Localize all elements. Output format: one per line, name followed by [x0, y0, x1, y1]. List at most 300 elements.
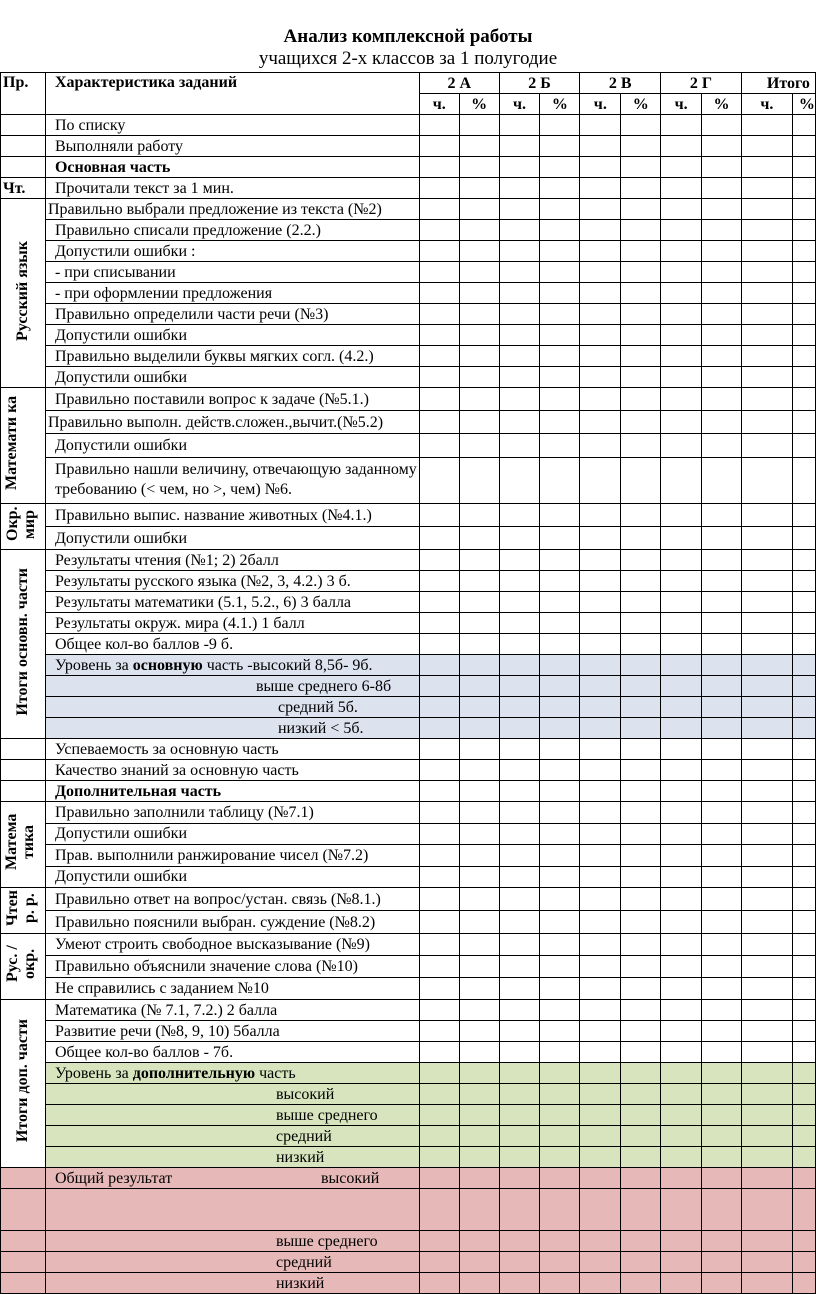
value-cell [499, 760, 540, 781]
value-cell [702, 504, 742, 527]
value-cell [459, 823, 499, 845]
value-cell [661, 956, 702, 978]
value-cell [702, 888, 742, 911]
value-cell [702, 823, 742, 845]
task-row-label: Правильно определили части речи (№3) [45, 304, 419, 325]
value-cell [702, 1126, 742, 1147]
task-row-label: средний 5б. [45, 697, 419, 718]
value-cell [702, 136, 742, 157]
value-cell [499, 1252, 540, 1273]
task-row-label: Правильно пояснили выбран. суждение (№8.2) [45, 911, 419, 934]
task-row-label: Общее кол-во баллов -9 б. [45, 634, 419, 655]
value-cell [741, 1168, 792, 1189]
value-cell [499, 739, 540, 760]
value-cell [621, 550, 661, 571]
value-cell [459, 1126, 499, 1147]
value-cell [792, 346, 815, 367]
value-cell [621, 178, 661, 199]
value-cell [621, 718, 661, 739]
header-class-2a: 2 А [419, 73, 499, 94]
value-cell [741, 434, 792, 457]
value-cell [540, 367, 580, 388]
value-cell [580, 956, 621, 978]
value-cell [459, 592, 499, 613]
value-cell [540, 457, 580, 503]
value-cell [419, 1084, 459, 1105]
value-cell [792, 1063, 815, 1084]
value-cell [702, 1021, 742, 1042]
subject-math-extra: Матема тика [1, 802, 46, 888]
value-cell [702, 1042, 742, 1063]
value-cell [499, 697, 540, 718]
task-row-label: Прав. выполнили ранжирование чисел (№7.2) [45, 845, 419, 867]
value-cell [702, 739, 742, 760]
value-cell [419, 718, 459, 739]
value-cell [741, 199, 792, 220]
value-cell [419, 592, 459, 613]
value-cell [661, 911, 702, 934]
value-cell [661, 367, 702, 388]
task-row-label: Правильно выделили буквы мягких согл. (4.2.) [45, 346, 419, 367]
level-row [1, 1126, 816, 1147]
value-cell [741, 760, 792, 781]
task-row-label: средний [45, 1252, 419, 1273]
value-cell [702, 978, 742, 1000]
value-cell [419, 178, 459, 199]
value-cell [621, 157, 661, 178]
value-cell [702, 199, 742, 220]
value-cell [580, 157, 621, 178]
value-cell [499, 655, 540, 676]
value-cell [540, 178, 580, 199]
value-cell [580, 1063, 621, 1084]
value-cell [741, 934, 792, 956]
value-cell [792, 157, 815, 178]
header-class-2v: 2 В [580, 73, 661, 94]
value-cell [741, 1126, 792, 1147]
page-subtitle: учащихся 2-х классов за 1 полугодие [258, 48, 558, 69]
value-cell [580, 283, 621, 304]
task-row-label: высокий [45, 1084, 419, 1105]
value-cell [702, 157, 742, 178]
value-cell [499, 1000, 540, 1021]
value-cell [741, 1000, 792, 1021]
value-cell [661, 1021, 702, 1042]
value-cell [741, 527, 792, 550]
value-cell [580, 866, 621, 888]
value-cell [419, 504, 459, 527]
value-cell [499, 199, 540, 220]
value-cell [741, 220, 792, 241]
value-cell [459, 1063, 499, 1084]
value-cell [661, 411, 702, 434]
value-cell [661, 283, 702, 304]
value-cell [459, 845, 499, 867]
value-cell [540, 115, 580, 136]
result-row [1, 1273, 816, 1294]
header-count: ч. [499, 94, 540, 115]
value-cell [661, 676, 702, 697]
task-row-label: Допустили ошибки [45, 367, 419, 388]
task-row-label: низкий [45, 1147, 419, 1168]
value-cell [741, 1105, 792, 1126]
value-cell [459, 1252, 499, 1273]
value-cell [792, 115, 815, 136]
value-cell [580, 1105, 621, 1126]
value-cell [419, 823, 459, 845]
value-cell [702, 634, 742, 655]
task-row-label: Правильно ответ на вопрос/устан. связь (№8.1.) [45, 888, 419, 911]
value-cell [580, 262, 621, 283]
task-row-label: Результаты русского языка (№2, 3, 4.2.) 3 б. [45, 571, 419, 592]
value-cell [702, 613, 742, 634]
level-row [1, 655, 816, 676]
value-cell [540, 1105, 580, 1126]
value-cell [792, 1042, 815, 1063]
value-cell [661, 888, 702, 911]
value-cell [661, 346, 702, 367]
value-cell [499, 241, 540, 262]
value-cell [621, 956, 661, 978]
value-cell [792, 550, 815, 571]
value-cell [792, 676, 815, 697]
value-cell [661, 527, 702, 550]
value-cell [459, 655, 499, 676]
value-cell [702, 115, 742, 136]
value-cell [419, 411, 459, 434]
value-cell [540, 527, 580, 550]
value-cell [419, 1000, 459, 1021]
value-cell [580, 241, 621, 262]
value-cell [419, 241, 459, 262]
value-cell [741, 1273, 792, 1294]
value-cell [580, 1147, 621, 1168]
value-cell [419, 136, 459, 157]
value-cell [459, 888, 499, 911]
value-cell [621, 1063, 661, 1084]
value-cell [419, 613, 459, 634]
value-cell [621, 504, 661, 527]
value-cell [580, 676, 621, 697]
value-cell [661, 136, 702, 157]
value-cell [792, 325, 815, 346]
value-cell [741, 718, 792, 739]
value-cell [540, 888, 580, 911]
value-cell [702, 781, 742, 802]
value-cell [419, 1273, 459, 1294]
value-cell [661, 802, 702, 824]
value-cell [702, 434, 742, 457]
value-cell [499, 1147, 540, 1168]
value-cell [661, 823, 702, 845]
value-cell [580, 911, 621, 934]
value-cell [459, 550, 499, 571]
value-cell [792, 199, 815, 220]
value-cell [580, 823, 621, 845]
value-cell [702, 304, 742, 325]
value-cell [419, 346, 459, 367]
value-cell [580, 1084, 621, 1105]
value-cell [702, 802, 742, 824]
value-cell [580, 325, 621, 346]
value-cell [540, 934, 580, 956]
value-cell [499, 325, 540, 346]
section-heading-extra: Дополнительная часть [45, 781, 419, 802]
value-cell [741, 157, 792, 178]
value-cell [741, 136, 792, 157]
value-cell [540, 845, 580, 867]
task-row-label: Правильно нашли величину, отвечающую заданному требованию (< чем, но >, чем) №6. [45, 457, 419, 503]
header-percent: % [702, 94, 742, 115]
value-cell [661, 504, 702, 527]
value-cell [499, 283, 540, 304]
value-cell [741, 739, 792, 760]
task-row-label: Правильно выпис. название животных (№4.1.) [45, 504, 419, 527]
value-cell [792, 823, 815, 845]
value-cell [459, 241, 499, 262]
value-cell [459, 504, 499, 527]
value-cell [661, 434, 702, 457]
value-cell [459, 1231, 499, 1252]
value-cell [459, 781, 499, 802]
value-cell [419, 527, 459, 550]
value-cell [741, 1147, 792, 1168]
value-cell [419, 1189, 459, 1231]
value-cell [792, 781, 815, 802]
level-row [1, 676, 816, 697]
value-cell [621, 1126, 661, 1147]
value-cell [621, 388, 661, 411]
value-cell [419, 550, 459, 571]
value-cell [419, 1231, 459, 1252]
value-cell [459, 956, 499, 978]
value-cell [499, 1021, 540, 1042]
value-cell [661, 241, 702, 262]
value-cell [702, 718, 742, 739]
value-cell [419, 571, 459, 592]
value-cell [459, 978, 499, 1000]
value-cell [419, 802, 459, 824]
value-cell [459, 220, 499, 241]
value-cell [540, 866, 580, 888]
value-cell [580, 434, 621, 457]
task-row-label: Общее кол-во баллов - 7б. [45, 1042, 419, 1063]
subject-main-totals: Итоги основн. части [1, 550, 46, 739]
value-cell [702, 1189, 742, 1231]
task-row-label: Умеют строить свободное высказывание (№9) [45, 934, 419, 956]
value-cell [459, 283, 499, 304]
subject-speech: Чтен р. р. [1, 888, 46, 934]
task-row-label: выше среднего [45, 1105, 419, 1126]
value-cell [540, 1147, 580, 1168]
value-cell [580, 613, 621, 634]
value-cell [540, 283, 580, 304]
value-cell [792, 697, 815, 718]
value-cell [792, 978, 815, 1000]
value-cell [661, 739, 702, 760]
task-row-label: Результаты чтения (№1; 2) 2балл [45, 550, 419, 571]
value-cell [792, 613, 815, 634]
value-cell [499, 802, 540, 824]
value-cell [702, 866, 742, 888]
value-cell [792, 592, 815, 613]
value-cell [499, 571, 540, 592]
value-cell [540, 346, 580, 367]
value-cell [621, 888, 661, 911]
value-cell [621, 346, 661, 367]
value-cell [792, 136, 815, 157]
value-cell [459, 115, 499, 136]
value-cell [661, 304, 702, 325]
header-percent: % [621, 94, 661, 115]
task-row-label [45, 1189, 419, 1231]
value-cell [741, 457, 792, 503]
value-cell [540, 571, 580, 592]
value-cell [459, 866, 499, 888]
value-cell [580, 1252, 621, 1273]
value-cell [419, 325, 459, 346]
value-cell [459, 802, 499, 824]
value-cell [540, 613, 580, 634]
value-cell [741, 592, 792, 613]
value-cell [621, 592, 661, 613]
value-cell [499, 157, 540, 178]
value-cell [621, 262, 661, 283]
value-cell [741, 888, 792, 911]
value-cell [792, 1168, 815, 1189]
value-cell [459, 613, 499, 634]
task-row-label: Результаты математики (5.1, 5.2., 6) 3 балла [45, 592, 419, 613]
value-cell [621, 823, 661, 845]
value-cell [419, 760, 459, 781]
value-cell [459, 178, 499, 199]
subject-world: Окр. мир [1, 504, 46, 550]
value-cell [459, 262, 499, 283]
value-cell [499, 718, 540, 739]
value-cell [540, 220, 580, 241]
value-cell [621, 934, 661, 956]
value-cell [540, 262, 580, 283]
task-row-label: Допустили ошибки [45, 527, 419, 550]
value-cell [621, 866, 661, 888]
value-cell [702, 325, 742, 346]
value-cell [741, 845, 792, 867]
value-cell [741, 1042, 792, 1063]
value-cell [580, 634, 621, 655]
value-cell [459, 934, 499, 956]
value-cell [621, 241, 661, 262]
task-row-label: Уровень за основную часть -высокий 8,5б- 9б. [45, 655, 419, 676]
task-row-label: Правильно поставили вопрос к задаче (№5.1.) [45, 388, 419, 411]
value-cell [580, 739, 621, 760]
value-cell [661, 199, 702, 220]
value-cell [621, 802, 661, 824]
value-cell [540, 1063, 580, 1084]
value-cell [459, 325, 499, 346]
value-cell [792, 634, 815, 655]
value-cell [661, 655, 702, 676]
value-cell [499, 262, 540, 283]
value-cell [702, 934, 742, 956]
value-cell [661, 262, 702, 283]
value-cell [499, 304, 540, 325]
level-row [1, 718, 816, 739]
value-cell [540, 550, 580, 571]
value-cell [419, 283, 459, 304]
value-cell [621, 571, 661, 592]
value-cell [540, 592, 580, 613]
value-cell [702, 956, 742, 978]
value-cell [741, 823, 792, 845]
task-row-label: средний [45, 1126, 419, 1147]
task-row-label: - при списывании [45, 262, 419, 283]
value-cell [459, 157, 499, 178]
value-cell [540, 241, 580, 262]
value-cell [792, 434, 815, 457]
value-cell [580, 592, 621, 613]
value-cell [540, 823, 580, 845]
result-row [1, 1252, 816, 1273]
value-cell [741, 388, 792, 411]
value-cell [621, 697, 661, 718]
analysis-table [0, 72, 816, 1294]
value-cell [661, 1147, 702, 1168]
value-cell [792, 760, 815, 781]
task-row-label: Выполняли работу [45, 136, 419, 157]
value-cell [419, 1105, 459, 1126]
header-tasks: Характеристика заданий [45, 73, 419, 115]
value-cell [419, 845, 459, 867]
value-cell [661, 634, 702, 655]
value-cell [499, 115, 540, 136]
value-cell [499, 220, 540, 241]
value-cell [661, 978, 702, 1000]
value-cell [580, 367, 621, 388]
value-cell [419, 1063, 459, 1084]
value-cell [419, 911, 459, 934]
value-cell [499, 1189, 540, 1231]
value-cell [499, 527, 540, 550]
value-cell [540, 1000, 580, 1021]
value-cell [499, 367, 540, 388]
value-cell [741, 655, 792, 676]
value-cell [702, 178, 742, 199]
task-row-label: Правильно выполн. действ.сложен.,вычит.(№5.2) [45, 411, 419, 434]
value-cell [419, 157, 459, 178]
value-cell [702, 388, 742, 411]
value-cell [540, 504, 580, 527]
value-cell [580, 388, 621, 411]
task-row-label: Развитие речи (№8, 9, 10) 5балла [45, 1021, 419, 1042]
value-cell [499, 1063, 540, 1084]
value-cell [621, 136, 661, 157]
value-cell [499, 550, 540, 571]
value-cell [792, 220, 815, 241]
value-cell [741, 1063, 792, 1084]
value-cell [499, 1105, 540, 1126]
value-cell [419, 1168, 459, 1189]
value-cell [580, 457, 621, 503]
value-cell [419, 367, 459, 388]
value-cell [621, 911, 661, 934]
value-cell [661, 845, 702, 867]
result-row [1, 1168, 816, 1189]
value-cell [419, 781, 459, 802]
subject-reading: Чт. [1, 178, 46, 199]
value-cell [419, 934, 459, 956]
subject-russian: Русский язык [1, 199, 46, 388]
result-row [1, 1189, 816, 1231]
